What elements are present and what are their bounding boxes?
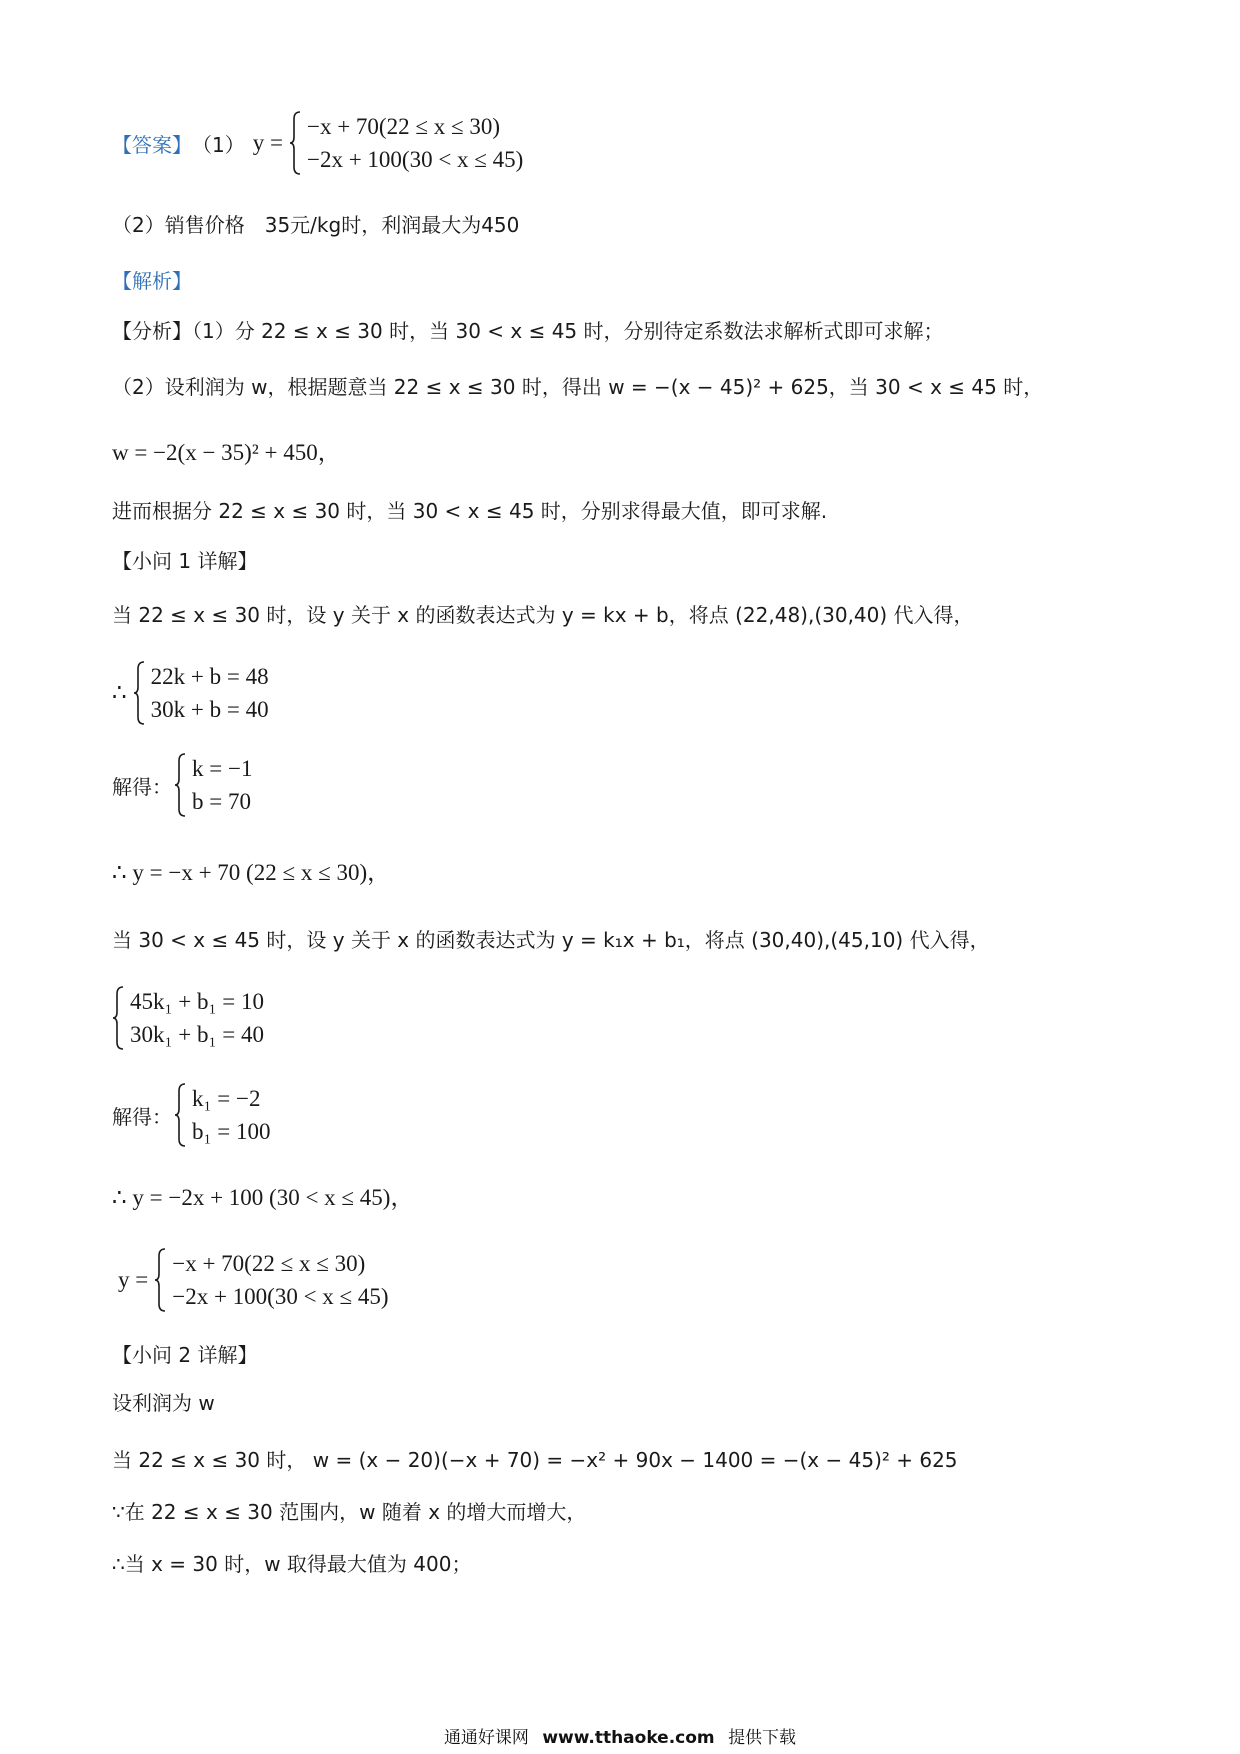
solution1-brace (174, 753, 186, 817)
analysis-line4: 进而根据分 22 ≤ x ≤ 30 时，当 30 < x ≤ 45 时，分别求得最大值，即可求解. (112, 499, 828, 523)
system2-eq2: 30k₁ + b₁ = 40 (130, 1022, 264, 1047)
system2-eq1: 45k₁ + b₁ = 10 (130, 989, 264, 1014)
q2-line3: ∵在 22 ≤ x ≤ 30 范围内，w 随着 x 的增大而增大， (112, 1500, 587, 1524)
q1-label: 【小问 1 详解】 (112, 549, 258, 573)
answer-part2: （2）销售价格 35元/kg时，利润最大为450 (112, 213, 520, 237)
analysis-line3: w = −2(x − 35)² + 450， (112, 440, 341, 465)
q2-line1: 设利润为 w (112, 1391, 215, 1415)
analysis-line2: （2）设利润为 w，根据题意当 22 ≤ x ≤ 30 时，得出 w = −(x − 45)² + 625，当 30 < x ≤ 45 时， (112, 375, 1044, 399)
answer-part1 (112, 110, 523, 176)
footer-site-name: 通通好课网 (443, 1728, 529, 1748)
solution1-k: k = −1 (192, 756, 253, 781)
system2-brace (112, 986, 124, 1050)
footer-download-text: 提供下载 (728, 1728, 797, 1748)
answer-piece2: −2x + 100(30 < x ≤ 45) (306, 147, 524, 172)
q1-system1 (112, 660, 269, 726)
solution2-b1: b₁ = 100 (192, 1119, 271, 1144)
footer-url[interactable]: www.tthaoke.com (542, 1728, 715, 1748)
q1-solution1 (112, 752, 252, 818)
system1-eq1: 22k + b = 48 (150, 664, 269, 689)
q2-line4: ∴当 x = 30 时，w 取得最大值为 400； (112, 1552, 472, 1576)
solution1-b: b = 70 (192, 789, 251, 814)
q1-intro2: 当 30 < x ≤ 45 时，设 y 关于 x 的函数表达式为 y = k₁x + b₁，将点 (30,40),(45,10) 代入得， (112, 928, 990, 952)
solution2-prefix: 解得： (112, 1104, 172, 1129)
q1-final-function (118, 1247, 389, 1313)
answer-brace (289, 111, 301, 175)
solution2-brace (174, 1083, 186, 1147)
answer-part1-prefix: （1） (192, 132, 245, 157)
final-y-eq: y = (118, 1267, 149, 1292)
q2-label: 【小问 2 详解】 (112, 1343, 258, 1367)
answer-y-eq: y = (252, 130, 283, 155)
q1-system2 (112, 985, 264, 1051)
solution1-prefix: 解得： (112, 774, 172, 799)
final-piece1: −x + 70(22 ≤ x ≤ 30) (172, 1251, 366, 1276)
analysis-label: 【解析】 (112, 269, 192, 293)
q1-result2: ∴ y = −2x + 100 (30 < x ≤ 45)， (112, 1185, 414, 1210)
solution2-k1: k₁ = −2 (192, 1086, 261, 1111)
answer-piece1: −x + 70(22 ≤ x ≤ 30) (306, 114, 500, 139)
system1-brace (133, 661, 145, 725)
final-brace (154, 1248, 166, 1312)
q2-line2: 当 22 ≤ x ≤ 30 时， w = (x − 20)(−x + 70) = −x² + 90x − 1400 = −(x − 45)² + 625 (112, 1448, 958, 1472)
system1-eq2: 30k + b = 40 (150, 697, 269, 722)
q1-intro1: 当 22 ≤ x ≤ 30 时，设 y 关于 x 的函数表达式为 y = kx + b，将点 (22,48),(30,40) 代入得， (112, 603, 974, 627)
q1-solution2 (112, 1082, 271, 1148)
therefore-symbol: ∴ (112, 680, 127, 705)
page-footer (0, 1723, 1240, 1748)
analysis-line1: 【分析】（1）分 22 ≤ x ≤ 30 时，当 30 < x ≤ 45 时，分别待定系数法求解析式即可求解； (112, 319, 944, 343)
final-piece2: −2x + 100(30 < x ≤ 45) (172, 1284, 389, 1309)
q1-result1: ∴ y = −x + 70 (22 ≤ x ≤ 30)， (112, 860, 391, 885)
answer-label: 【答案】 (112, 132, 192, 157)
